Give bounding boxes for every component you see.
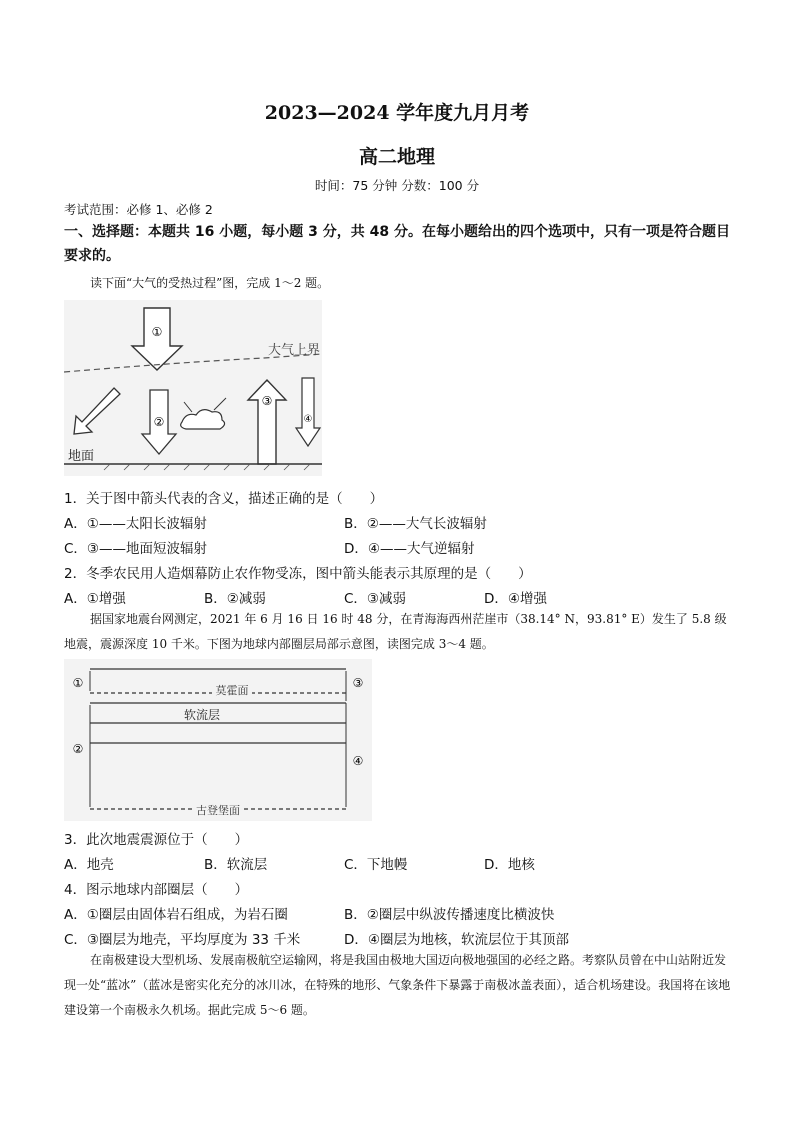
subject-title: 高二地理 — [358, 146, 435, 168]
section-heading: 一、选择题：本题共 16 小题，每小题 3 分，共 48 分。在每小题给出的四个选项中，只有一项是符合题目要求的。 — [64, 224, 730, 264]
layer-3-label: ③ — [352, 676, 364, 690]
intro-antarctic: 在南极建设大型机场、发展南极航空运输网，将是我国由极地大国迈向极地强国的必经之路。考察队员曾在中山站附近发现一处“蓝冰”（蓝冰是密实化充分的冰川冰，在特殊的地形、气象条件下暴露于南极冰盖表面），适合机场建设。我国将在该地建设第一个南极永久机场。据此完成 5～6 题。 — [64, 953, 731, 1017]
arrow-3-label: ③ — [261, 394, 273, 408]
layer-4-label: ④ — [352, 754, 364, 768]
moho-label: 莫霍面 — [215, 684, 249, 697]
figure-atmosphere-heating-svg — [64, 300, 322, 476]
question-3-option-b: B．软流层 — [204, 857, 268, 873]
question-3-option-a: A．地壳 — [64, 857, 114, 873]
question-1-option-d: D．④——大气逆辐射 — [344, 541, 475, 557]
arrow-3-shape — [248, 380, 286, 464]
gutenberg-label: 古登堡面 — [196, 804, 240, 817]
question-1-stem: 1．关于图中箭头代表的含义，描述正确的是（ ） — [64, 491, 384, 507]
question-3-option-c: C．下地幔 — [344, 857, 408, 873]
time-score: 时间：75 分钟 分数：100 分 — [314, 178, 480, 193]
question-2-option-b: B．②减弱 — [204, 591, 266, 607]
figure-earth-layers — [64, 659, 372, 821]
question-4-option-c: C．③圈层为地壳，平均厚度为 33 千米 — [64, 932, 301, 948]
question-4-option-b: B．②圈层中纵波传播速度比横波快 — [344, 907, 555, 923]
figure-earth-layers-svg — [64, 659, 372, 821]
ground-label: 地面 — [68, 449, 95, 464]
exam-title: 2023—2024 学年度九月月考 — [264, 102, 530, 124]
question-2-stem: 2．冬季农民用人造烟幕防止农作物受冻，图中箭头能表示其原理的是（ ） — [64, 566, 532, 582]
question-4-option-a: A．①圈层由固体岩石组成，为岩石圈 — [64, 907, 288, 923]
intro-figure1: 读下面“大气的受热过程”图，完成 1～2 题。 — [90, 276, 330, 290]
cloud-icon — [181, 410, 225, 429]
question-4-option-d: D．④圈层为地核，软流层位于其顶部 — [344, 932, 569, 948]
figure-atmosphere-heating — [64, 300, 322, 476]
intro-earthquake: 据国家地震台网测定，2021 年 6 月 16 日 16 时 48 分，在青海海西州茫崖市（38.14° N，93.81° E）发生了 5.8 级地震，震源深度 10 千米。下图为地球内部圈层局部示意图，读图完成 3～4 题。 — [64, 612, 727, 651]
layer-2-label: ② — [72, 742, 84, 756]
exam-scope: 考试范围：必修 1、必修 2 — [64, 202, 213, 217]
question-4-stem: 4．图示地球内部圈层（ ） — [64, 882, 249, 898]
atmosphere-boundary-label: 大气上界 — [268, 343, 321, 358]
scatter-line-2 — [184, 402, 192, 412]
layer-1-label: ① — [72, 676, 84, 690]
question-3-option-d: D．地核 — [484, 857, 535, 873]
question-2-option-a: A．①增强 — [64, 591, 126, 607]
question-3-stem: 3．此次地震震源位于（ ） — [64, 832, 249, 848]
question-1-option-a: A．①——太阳长波辐射 — [64, 516, 207, 532]
ground-hatching — [104, 464, 310, 470]
question-2-option-c: C．③减弱 — [344, 591, 407, 607]
reflection-arrow — [74, 388, 120, 434]
question-1-option-b: B．②——大气长波辐射 — [344, 516, 487, 532]
arrow-2-label: ② — [153, 415, 165, 429]
arrow-1-shape — [132, 308, 182, 370]
question-1-option-c: C．③——地面短波辐射 — [64, 541, 208, 557]
asthenosphere-label: 软流层 — [183, 708, 221, 722]
arrow-4-label: ④ — [303, 414, 313, 425]
arrow-1-label: ① — [151, 325, 163, 339]
arrow-4-shape — [296, 378, 320, 446]
scatter-line-1 — [214, 398, 226, 410]
question-2-option-d: D．④增强 — [484, 591, 547, 607]
